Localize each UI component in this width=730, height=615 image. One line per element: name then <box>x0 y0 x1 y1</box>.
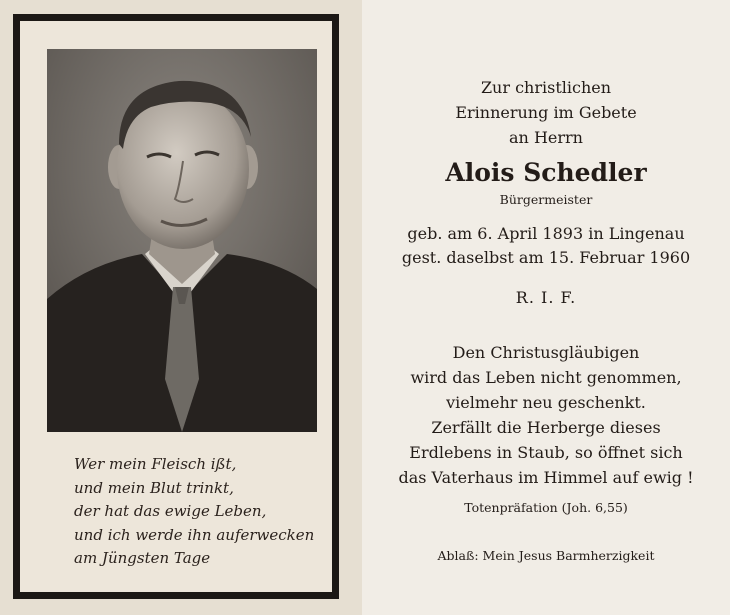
verse-line: am Jüngsten Tage <box>74 549 211 567</box>
rif-abbreviation: R. I. F. <box>515 288 577 307</box>
mourning-border <box>13 14 339 599</box>
occupation: Bürgermeister <box>499 192 593 207</box>
prayer-line: Zerfällt die Herberge dieses <box>431 418 661 437</box>
scripture-verse <box>74 453 334 571</box>
verse-line: Wer mein Fleisch ißt, <box>74 455 237 473</box>
memorial-card-right <box>362 0 730 615</box>
indulgence-line: Ablaß: Mein Jesus Barmherzigkeit <box>437 548 655 563</box>
portrait-illustration <box>47 49 317 432</box>
intro-line: an Herrn <box>509 128 583 147</box>
verse-line: und ich werde ihn auferwecken <box>74 525 315 544</box>
prayer-line: das Vaterhaus im Himmel auf ewig ! <box>398 468 694 487</box>
prayer-line: wird das Leben nicht genommen, <box>410 368 682 387</box>
death-line: gest. daselbst am 15. Februar 1960 <box>401 248 691 267</box>
scripture-source: Totenpräfation (Joh. 6,55) <box>464 500 628 515</box>
prayer-line: Erdlebens in Staub, so öffnet sich <box>409 443 683 462</box>
prayer-line: vielmehr neu geschenkt. <box>446 393 646 412</box>
memorial-card-left <box>0 0 362 615</box>
deceased-name: Alois Schedler <box>445 158 647 187</box>
portrait-photo <box>47 49 317 432</box>
birth-line: geb. am 6. April 1893 in Lingenau <box>407 224 685 243</box>
intro-line: Zur christlichen <box>480 78 612 97</box>
prayer-line: Den Christusgläubigen <box>452 343 640 362</box>
verse-line: der hat das ewige Leben, <box>74 502 267 520</box>
verse-line: und mein Blut trinkt, <box>74 478 234 497</box>
intro-line: Erinnerung im Gebete <box>455 103 637 122</box>
